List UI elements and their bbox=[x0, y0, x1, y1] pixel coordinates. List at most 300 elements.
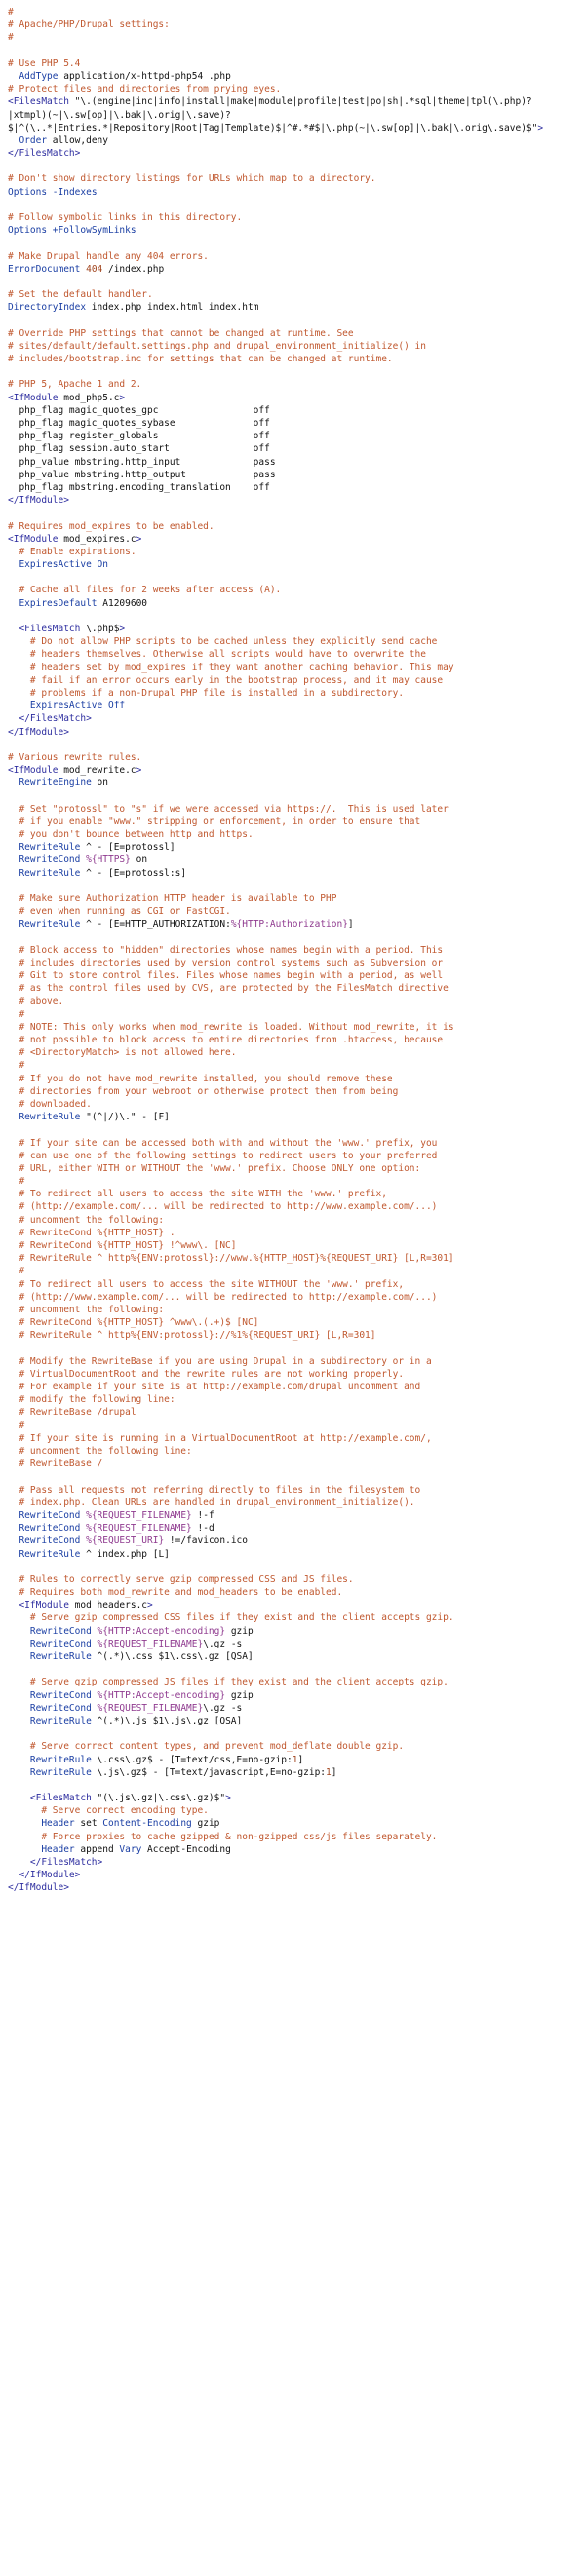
comment-token: # Rules to correctly serve gzip compressed CSS and JS files. bbox=[8, 1573, 354, 1585]
section-tag-token: > bbox=[225, 1793, 231, 1804]
section-tag-token: <FilesMatch bbox=[29, 1793, 92, 1804]
code-line bbox=[8, 353, 585, 365]
code-line bbox=[8, 263, 585, 276]
comment-token: # If your site is running in a VirtualDocumentRoot at http://example.com/, bbox=[8, 1432, 432, 1444]
code-line bbox=[8, 1817, 585, 1830]
plain-token: ] bbox=[331, 1766, 337, 1778]
variable-token: %{REQUEST_FILENAME} bbox=[86, 1523, 192, 1534]
code-line bbox=[8, 1406, 585, 1419]
code-line bbox=[8, 1881, 585, 1894]
directive-token: AddType bbox=[19, 70, 58, 82]
comment-token: # Make Drupal handle any 404 errors. bbox=[8, 250, 209, 262]
code-line bbox=[8, 1458, 585, 1470]
comment-token: # PHP 5, Apache 1 and 2. bbox=[8, 379, 142, 391]
code-line bbox=[8, 1021, 585, 1034]
plain-token: php_value mbstring.http_input pass bbox=[8, 456, 276, 468]
comment-token: # RewriteCond %{HTTP_HOST} . bbox=[8, 1227, 176, 1238]
comment-token: # Don't show directory listings for URLs which map to a directory. bbox=[8, 173, 376, 185]
plain-token bbox=[8, 919, 19, 929]
directive-token: RewriteRule bbox=[29, 1754, 92, 1765]
directive-token: RewriteCond bbox=[29, 1625, 92, 1637]
plain-token bbox=[8, 854, 19, 865]
code-line bbox=[8, 1663, 585, 1676]
code-line bbox=[8, 944, 585, 957]
code-line bbox=[8, 1162, 585, 1175]
plain-token: ^ - [E=protossl] bbox=[80, 842, 176, 853]
code-line bbox=[8, 533, 585, 546]
plain-token: "\.(engine|inc|info|install|make|module|profile|test|po|sh|.*sql|theme|tpl(\.php)? bbox=[68, 96, 532, 108]
directive-token: RewriteEngine bbox=[19, 777, 92, 789]
directive-token: Header bbox=[41, 1843, 75, 1855]
plain-token: mod_headers.c bbox=[68, 1600, 148, 1611]
directive-token: ErrorDocument bbox=[8, 263, 81, 275]
code-line bbox=[8, 1111, 585, 1123]
comment-token: # bbox=[8, 1008, 25, 1020]
plain-token bbox=[8, 1870, 19, 1880]
plain-token: A1209600 bbox=[97, 597, 148, 609]
code-line bbox=[8, 456, 585, 469]
code-line bbox=[8, 404, 585, 417]
plain-token bbox=[8, 1703, 30, 1714]
directive-token: Order bbox=[19, 134, 48, 146]
code-line bbox=[8, 1779, 585, 1792]
code-line bbox=[8, 315, 585, 327]
comment-token: # uncomment the following: bbox=[8, 1304, 165, 1315]
comment-token: # directories from your webroot or otherwise protect them from being bbox=[8, 1085, 399, 1097]
plain-token bbox=[8, 1112, 19, 1122]
code-line bbox=[8, 1304, 585, 1316]
plain-token: $|^(\..*|Entries.*|Repository|Root|Tag|Template)$|^#.*#$|\.php(~|\.sw[op]|\.bak|\.orig\.save)$" bbox=[8, 122, 538, 133]
comment-token: # RewriteCond %{HTTP_HOST} ^www\.(.+)$ [NC] bbox=[8, 1317, 259, 1329]
code-line bbox=[8, 1586, 585, 1599]
code-line bbox=[8, 83, 585, 95]
variable-token: %{REQUEST_FILENAME} bbox=[97, 1638, 204, 1649]
variable-token: %{HTTP:Authorization} bbox=[230, 919, 348, 930]
code-line bbox=[8, 1343, 585, 1355]
code-line bbox=[8, 1137, 585, 1150]
code-line bbox=[8, 571, 585, 584]
plain-token bbox=[8, 1600, 19, 1610]
code-line bbox=[8, 1316, 585, 1329]
number-token: 1 bbox=[292, 1754, 298, 1765]
plain-token: mod_rewrite.c bbox=[58, 765, 136, 777]
section-tag-token: > bbox=[136, 533, 142, 545]
plain-token: append bbox=[74, 1843, 120, 1855]
comment-token: # URL, either WITH or WITHOUT the 'www.' prefix. Choose ONLY one option: bbox=[8, 1162, 421, 1174]
code-line bbox=[8, 250, 585, 263]
code-line bbox=[8, 610, 585, 623]
comment-token: # Various rewrite rules. bbox=[8, 751, 142, 763]
code-line bbox=[8, 147, 585, 160]
plain-token: \.php$ bbox=[80, 624, 120, 634]
plain-token: gzip bbox=[225, 1689, 254, 1701]
plain-token: mod_expires.c bbox=[58, 533, 136, 545]
directive-token: RewriteCond bbox=[19, 1509, 81, 1521]
code-line bbox=[8, 1792, 585, 1804]
comment-token: # RewriteRule ^ http%{ENV:protossl}://www.%{HTTP_HOST}%{REQUEST_URI} [L,R=301] bbox=[8, 1253, 454, 1265]
code-line bbox=[8, 1843, 585, 1856]
code-line bbox=[8, 172, 585, 185]
plain-token: application/x-httpd-php54 .php bbox=[58, 70, 231, 82]
code-line bbox=[8, 1227, 585, 1239]
plain-token bbox=[8, 135, 19, 146]
code-line bbox=[8, 1740, 585, 1753]
code-line bbox=[8, 109, 585, 122]
variable-token: %{HTTP:Accept-encoding} bbox=[97, 1689, 226, 1701]
comment-token: # VirtualDocumentRoot and the rewrite rules are not working properly. bbox=[8, 1368, 405, 1380]
section-tag-token: </IfModule> bbox=[8, 495, 69, 507]
directive-token: RewriteRule bbox=[19, 842, 81, 853]
code-line bbox=[8, 623, 585, 635]
plain-token bbox=[8, 1793, 30, 1803]
plain-token bbox=[8, 1690, 30, 1701]
code-line bbox=[8, 1393, 585, 1406]
comment-token: # Serve correct encoding type. bbox=[8, 1805, 209, 1817]
plain-token: php_flag register_globals off bbox=[8, 431, 270, 442]
code-line bbox=[8, 1611, 585, 1624]
plain-token: !-d bbox=[191, 1523, 214, 1534]
directive-token: ExpiresActive bbox=[19, 559, 92, 571]
code-line bbox=[8, 969, 585, 982]
code-line bbox=[8, 1522, 585, 1534]
code-line bbox=[8, 327, 585, 340]
plain-token bbox=[8, 868, 19, 879]
comment-token: # problems if a non-Drupal PHP file is installed in a subdirectory. bbox=[8, 687, 405, 699]
plain-token: ] bbox=[297, 1754, 304, 1765]
code-line bbox=[8, 1445, 585, 1458]
comment-token: # as the control files used by CVS, are protected by the FilesMatch directive bbox=[8, 983, 448, 995]
directive-token: Off bbox=[107, 701, 126, 712]
code-line bbox=[8, 1291, 585, 1304]
plain-token: php_flag session.auto_start off bbox=[8, 443, 270, 455]
code-line bbox=[8, 160, 585, 172]
directive-token: Header bbox=[41, 1818, 75, 1830]
code-line bbox=[8, 1573, 585, 1586]
section-tag-token: <IfModule bbox=[8, 392, 58, 403]
plain-token: Accept-Encoding bbox=[141, 1843, 231, 1855]
comment-token: # Block access to "hidden" directories whose names begin with a period. This bbox=[8, 944, 444, 956]
comment-token: # If you do not have mod_rewrite installed, you should remove these bbox=[8, 1073, 393, 1084]
section-tag-token: > bbox=[537, 122, 544, 133]
comment-token: # RewriteBase /drupal bbox=[8, 1407, 136, 1419]
plain-token bbox=[8, 1549, 19, 1560]
comment-token: # Force proxies to cache gzipped & non-gzipped css/js files separately. bbox=[8, 1831, 438, 1842]
comment-token: # Serve correct content types, and prevent mod_deflate double gzip. bbox=[8, 1741, 405, 1753]
code-line bbox=[8, 739, 585, 751]
code-line bbox=[8, 1804, 585, 1817]
plain-token: index.php index.html index.htm bbox=[86, 302, 259, 314]
variable-token: %{HTTPS} bbox=[86, 854, 131, 866]
comment-token: # if you enable "www." stripping or enforcement, in order to ensure that bbox=[8, 815, 421, 827]
plain-token: ^ - [E=protossl:s] bbox=[80, 867, 187, 879]
directive-token: RewriteRule bbox=[19, 867, 81, 879]
directive-token: Options bbox=[8, 225, 48, 237]
code-line bbox=[8, 1599, 585, 1611]
section-tag-token: <IfModule bbox=[8, 765, 58, 777]
code-line bbox=[8, 1496, 585, 1509]
comment-token: # bbox=[8, 1420, 25, 1431]
comment-token: # includes/bootstrap.inc for settings that can be changed at runtime. bbox=[8, 354, 393, 365]
code-line bbox=[8, 442, 585, 455]
plain-token: php_flag magic_quotes_gpc off bbox=[8, 404, 270, 416]
plain-token bbox=[8, 1651, 30, 1662]
code-line bbox=[8, 134, 585, 147]
code-line bbox=[8, 1046, 585, 1059]
code-line bbox=[8, 1831, 585, 1843]
code-line bbox=[8, 1484, 585, 1496]
code-line bbox=[8, 712, 585, 725]
directive-token: RewriteRule bbox=[19, 919, 81, 930]
code-line bbox=[8, 1175, 585, 1188]
code-line bbox=[8, 597, 585, 610]
code-line bbox=[8, 995, 585, 1007]
directive-token: RewriteRule bbox=[29, 1766, 92, 1778]
code-line bbox=[8, 892, 585, 905]
code-line bbox=[8, 1534, 585, 1547]
comment-token: # bbox=[8, 32, 14, 44]
code-line bbox=[8, 95, 585, 108]
code-line bbox=[8, 430, 585, 442]
code-line bbox=[8, 1059, 585, 1072]
plain-token bbox=[8, 777, 19, 788]
code-line bbox=[8, 828, 585, 841]
comment-token: # uncomment the following: bbox=[8, 1214, 165, 1226]
code-line bbox=[8, 1432, 585, 1445]
code-line bbox=[8, 224, 585, 237]
code-line bbox=[8, 1200, 585, 1213]
code-line bbox=[8, 1355, 585, 1368]
directive-token: RewriteRule bbox=[29, 1651, 92, 1662]
plain-token bbox=[8, 1716, 30, 1726]
code-line bbox=[8, 1085, 585, 1098]
plain-token: allow,deny bbox=[47, 134, 108, 146]
variable-token: %{REQUEST_FILENAME} bbox=[86, 1509, 192, 1521]
directive-token: RewriteRule bbox=[19, 1548, 81, 1560]
comment-token: # Set the default handler. bbox=[8, 289, 153, 301]
section-tag-token: <IfModule bbox=[19, 1600, 69, 1611]
section-tag-token: </IfModule> bbox=[19, 1870, 81, 1881]
code-line bbox=[8, 905, 585, 918]
code-line bbox=[8, 1420, 585, 1432]
comment-token: # Pass all requests not referring directly to files in the filesystem to bbox=[8, 1484, 421, 1496]
code-line bbox=[8, 982, 585, 995]
comment-token: # RewriteRule ^ http%{ENV:protossl}://%1%{REQUEST_URI} [L,R=301] bbox=[8, 1330, 376, 1342]
code-line bbox=[8, 546, 585, 558]
directive-token: +FollowSymLinks bbox=[52, 225, 136, 237]
code-line bbox=[8, 558, 585, 571]
comment-token: # Requires both mod_rewrite and mod_headers to be enabled. bbox=[8, 1587, 343, 1599]
variable-token: %{REQUEST_URI} bbox=[86, 1535, 165, 1547]
code-line bbox=[8, 1625, 585, 1638]
code-line bbox=[8, 520, 585, 533]
directive-token: RewriteRule bbox=[19, 1112, 81, 1123]
plain-token: \.css\.gz$ - [T=text/css,E=no-gzip: bbox=[91, 1754, 292, 1765]
directive-token: -Indexes bbox=[52, 186, 98, 198]
code-line bbox=[8, 777, 585, 789]
directive-token: Options bbox=[8, 186, 48, 198]
code-line bbox=[8, 1265, 585, 1277]
code-line bbox=[8, 1368, 585, 1381]
code-line bbox=[8, 1123, 585, 1136]
plain-token bbox=[8, 1755, 30, 1765]
section-tag-token: </IfModule> bbox=[8, 1882, 69, 1894]
comment-token: # Make sure Authorization HTTP header is available to PHP bbox=[8, 892, 337, 904]
code-line bbox=[8, 1869, 585, 1881]
directive-token: RewriteCond bbox=[29, 1638, 92, 1649]
code-line bbox=[8, 288, 585, 301]
comment-token: # index.php. Clean URLs are handled in drupal_environment_initialize(). bbox=[8, 1496, 415, 1508]
variable-token: %{HTTP:Accept-encoding} bbox=[97, 1625, 226, 1637]
plain-token: "(\.js\.gz|\.css\.gz)$" bbox=[91, 1793, 226, 1804]
code-line bbox=[8, 1766, 585, 1779]
directive-token: ExpiresActive bbox=[29, 701, 103, 712]
code-line bbox=[8, 469, 585, 481]
comment-token: # includes directories used by version control systems such as Subversion or bbox=[8, 957, 444, 968]
section-tag-token: > bbox=[119, 392, 126, 403]
code-line bbox=[8, 726, 585, 739]
directive-token: Vary bbox=[119, 1843, 142, 1855]
code-line bbox=[8, 1034, 585, 1046]
comment-token: # (http://example.com/... will be redirected to http://www.example.com/...) bbox=[8, 1201, 438, 1213]
plain-token bbox=[8, 1535, 19, 1546]
plain-token bbox=[8, 598, 19, 609]
comment-token: # <DirectoryMatch> is not allowed here. bbox=[8, 1047, 237, 1059]
code-line bbox=[8, 378, 585, 391]
plain-token: |xtmpl)(~|\.sw[op]|\.bak|\.orig|\.save)? bbox=[8, 109, 231, 121]
section-tag-token: > bbox=[119, 624, 126, 634]
code-line bbox=[8, 1188, 585, 1200]
code-line bbox=[8, 1561, 585, 1573]
code-line bbox=[8, 867, 585, 880]
comment-token: # Set "protossl" to "s" if we were accessed via https://. This is used later bbox=[8, 803, 448, 814]
comment-token: # downloaded. bbox=[8, 1098, 92, 1110]
comment-token: # Protect files and directories from prying eyes. bbox=[8, 84, 282, 95]
section-tag-token: </FilesMatch> bbox=[8, 148, 81, 160]
plain-token: ^(.*)\.css $1\.css\.gz [QSA] bbox=[91, 1651, 254, 1662]
code-line bbox=[8, 340, 585, 353]
comment-token: # above. bbox=[8, 996, 64, 1007]
directive-token: RewriteCond bbox=[19, 1523, 81, 1534]
code-line bbox=[8, 1470, 585, 1483]
number-token: 1 bbox=[326, 1766, 332, 1778]
comment-token: # uncomment the following line: bbox=[8, 1446, 192, 1457]
code-line bbox=[8, 853, 585, 866]
code-line bbox=[8, 584, 585, 596]
code-line bbox=[8, 1278, 585, 1291]
code-line bbox=[8, 45, 585, 57]
variable-token: %{REQUEST_FILENAME} bbox=[97, 1702, 204, 1714]
plain-token: ] bbox=[347, 919, 354, 930]
code-line bbox=[8, 635, 585, 648]
plain-token: php_flag mbstring.encoding_translation off bbox=[8, 481, 270, 493]
code-line bbox=[8, 494, 585, 507]
plain-token: "(^|/)\." - [F] bbox=[80, 1112, 170, 1123]
code-line bbox=[8, 1702, 585, 1715]
code-line bbox=[8, 1008, 585, 1021]
directive-token: RewriteCond bbox=[29, 1702, 92, 1714]
code-line bbox=[8, 6, 585, 19]
code-line bbox=[8, 276, 585, 288]
code-line bbox=[8, 880, 585, 892]
code-line bbox=[8, 1509, 585, 1522]
code-line bbox=[8, 648, 585, 661]
section-tag-token: </FilesMatch> bbox=[19, 713, 92, 725]
code-line bbox=[8, 687, 585, 700]
comment-token: # NOTE: This only works when mod_rewrite is loaded. Without mod_rewrite, it is bbox=[8, 1021, 454, 1033]
comment-token: # RewriteCond %{HTTP_HOST} !^www\. [NC] bbox=[8, 1240, 237, 1251]
plain-token: ^ index.php [L] bbox=[80, 1548, 170, 1560]
code-line bbox=[8, 700, 585, 712]
comment-token: # bbox=[8, 1060, 25, 1072]
code-line bbox=[8, 1150, 585, 1162]
code-line bbox=[8, 1650, 585, 1663]
code-line bbox=[8, 918, 585, 930]
code-line bbox=[8, 1381, 585, 1393]
section-tag-token: <FilesMatch bbox=[19, 624, 81, 634]
code-line bbox=[8, 392, 585, 404]
code-line bbox=[8, 1676, 585, 1688]
plain-token: \.gz -s bbox=[203, 1702, 243, 1714]
comment-token: # Enable expirations. bbox=[8, 546, 136, 557]
comment-token: # fail if an error occurs early in the bootstrap process, and it may cause bbox=[8, 674, 444, 686]
plain-token bbox=[8, 71, 19, 82]
code-line bbox=[8, 1252, 585, 1265]
plain-token: \.gz -s bbox=[203, 1638, 243, 1649]
code-line bbox=[8, 237, 585, 249]
section-tag-token: > bbox=[136, 765, 142, 777]
comment-token: # Use PHP 5.4 bbox=[8, 57, 81, 69]
plain-token: ^(.*)\.js $1\.js\.gz [QSA] bbox=[91, 1715, 243, 1726]
directive-token: Content-Encoding bbox=[102, 1818, 192, 1830]
comment-token: # Serve gzip compressed CSS files if they exist and the client accepts gzip. bbox=[8, 1612, 454, 1624]
comment-token: # (http://www.example.com/... will be redirected to http://example.com/...) bbox=[8, 1291, 438, 1303]
plain-token bbox=[8, 1626, 30, 1637]
comment-token: # bbox=[8, 7, 14, 18]
code-line bbox=[8, 1098, 585, 1111]
comment-token: # Requires mod_expires to be enabled. bbox=[8, 520, 214, 532]
plain-token: php_flag magic_quotes_sybase off bbox=[8, 418, 270, 429]
plain-token: set bbox=[74, 1818, 103, 1830]
plain-token bbox=[8, 701, 30, 711]
code-line bbox=[8, 1689, 585, 1702]
plain-token bbox=[8, 1639, 30, 1649]
comment-token: # Follow symbolic links in this directory. bbox=[8, 212, 243, 223]
code-line bbox=[8, 1727, 585, 1740]
plain-token: ^ - [E=HTTP_AUTHORIZATION: bbox=[80, 919, 231, 930]
comment-token: # Do not allow PHP scripts to be cached unless they explicitly send cache bbox=[8, 636, 438, 648]
comment-token: # bbox=[8, 1266, 25, 1277]
comment-token: # Cache all files for 2 weeks after access (A). bbox=[8, 585, 282, 596]
directive-token: RewriteRule bbox=[29, 1715, 92, 1726]
comment-token: # If your site can be accessed both with and without the 'www.' prefix, you bbox=[8, 1137, 438, 1149]
code-line bbox=[8, 417, 585, 430]
section-tag-token: > bbox=[147, 1600, 153, 1611]
code-line bbox=[8, 1214, 585, 1227]
code-line bbox=[8, 931, 585, 944]
comment-token: # even when running as CGI or FastCGI. bbox=[8, 906, 231, 918]
comment-token: # not possible to block access to entire directories from .htaccess, because bbox=[8, 1035, 444, 1045]
comment-token: # Git to store control files. Files whose names begin with a period, as well bbox=[8, 970, 444, 982]
plain-token bbox=[8, 559, 19, 570]
comment-token: # Override PHP settings that cannot be changed at runtime. See bbox=[8, 327, 354, 339]
plain-token: !=/favicon.ico bbox=[164, 1535, 248, 1547]
code-line bbox=[8, 481, 585, 494]
comment-token: # bbox=[8, 1176, 25, 1188]
code-line bbox=[8, 211, 585, 224]
code-line bbox=[8, 122, 585, 134]
section-tag-token: <IfModule bbox=[8, 533, 58, 545]
code-line bbox=[8, 1715, 585, 1727]
